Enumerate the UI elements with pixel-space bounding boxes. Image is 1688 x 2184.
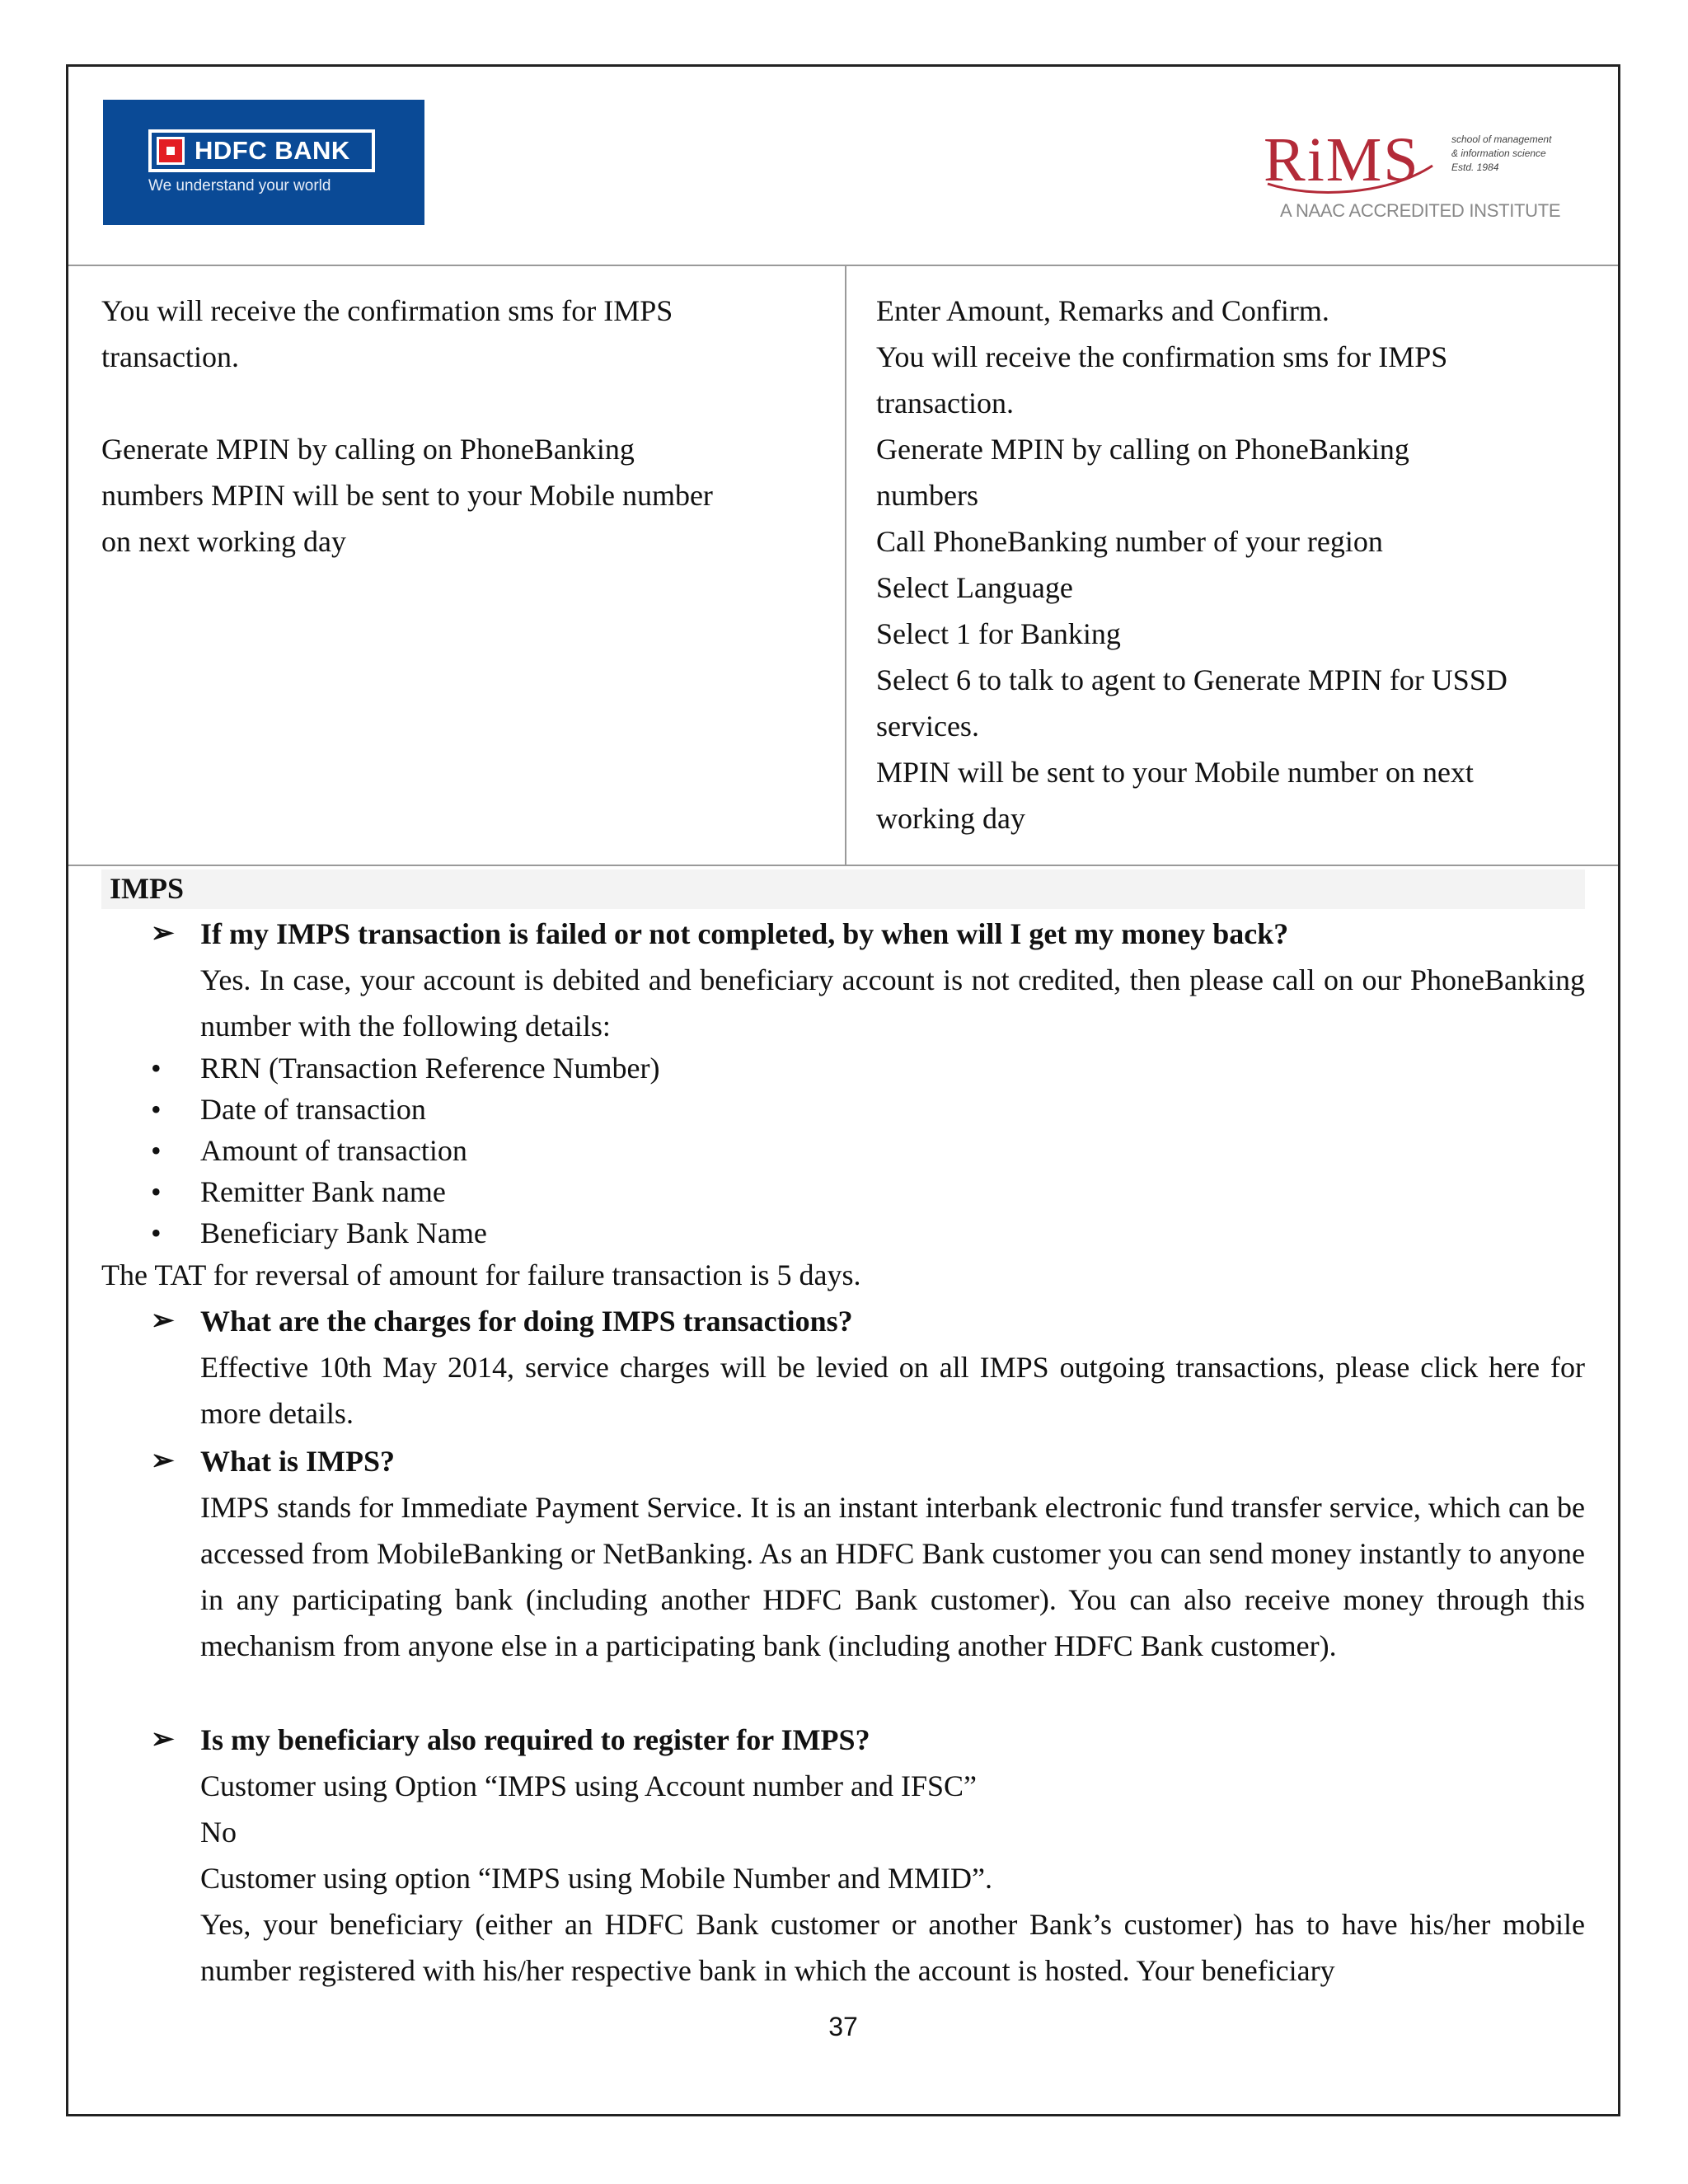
bullet-icon: • — [151, 1216, 162, 1249]
rims-logo-name: RiMS — [1264, 125, 1420, 194]
faq-question: Is my beneficiary also required to register for IMPS? — [200, 1723, 870, 1756]
table-cell-left — [68, 265, 846, 865]
table-cell-right — [846, 265, 1618, 865]
hdfc-logo-tagline: We understand your world — [148, 177, 331, 194]
list-item: RRN (Transaction Reference Number) — [200, 1052, 660, 1085]
tat-note: The TAT for reversal of amount for failure transaction is 5 days. — [101, 1258, 861, 1291]
faq-answer-line: Customer using Option “IMPS using Account number and IFSC” — [200, 1769, 977, 1802]
faq-answer: Yes. In case, your account is debited and beneficiary account is not credited, then please call on our PhoneBanking number with the following details: — [200, 963, 1585, 1043]
steps-table — [68, 265, 1618, 866]
arrow-bullet-icon: ➢ — [151, 918, 175, 949]
list-item: Amount of transaction — [200, 1134, 467, 1167]
hdfc-mark-icon — [157, 137, 185, 165]
rims-small-line: school of management — [1451, 134, 1552, 145]
faq-answer: Effective 10th May 2014, service charges will be levied on all IMPS outgoing transactions, please click here for more details. — [200, 1351, 1585, 1430]
rims-small-line: & information science — [1451, 148, 1546, 159]
header-row — [68, 67, 1618, 266]
list-item: Remitter Bank name — [200, 1175, 446, 1208]
rims-small-line: Estd. 1984 — [1451, 162, 1499, 173]
faq-answer-line: Customer using option “IMPS using Mobile Number and MMID”. — [200, 1862, 992, 1895]
page-number: 37 — [828, 2012, 858, 2041]
rims-accreditation: A NAAC ACCREDITED INSTITUTE — [1280, 200, 1561, 221]
bullet-icon: • — [151, 1052, 162, 1085]
arrow-bullet-icon: ➢ — [151, 1724, 175, 1755]
hdfc-logo-box — [148, 129, 375, 172]
list-item: Date of transaction — [200, 1093, 426, 1126]
hdfc-logo-name: HDFC BANK — [195, 136, 350, 165]
faq-answer: IMPS stands for Immediate Payment Service. It is an instant interbank electronic fund transfer service, which can be accessed from MobileBanking or NetBanking. As an HDFC Bank customer you can send money instantly to anyone in any participating bank (including another HDFC Bank customer). You can also receive money through this mechanism from anyone else in a participating bank (including another HDFC Bank customer). — [200, 1491, 1585, 1662]
left-cell-text: You will receive the confirmation sms for IMPS transaction. Generate MPIN by calling on PhoneBanking numbers MPIN will be sent to your Mobile number on next working day — [101, 294, 713, 558]
faq-answer-line: Yes, your beneficiary (either an HDFC Bank customer or another Bank’s customer) has to have his/her mobile number registered with his/her respective bank in which the account is hosted. Your beneficiary — [200, 1908, 1585, 1987]
arrow-bullet-icon: ➢ — [151, 1305, 175, 1336]
right-cell-text: Enter Amount, Remarks and Confirm. You will receive the confirmation sms for IMPS transaction. Generate MPIN by calling on PhoneBanking numbers Call PhoneBanking number of your region Select Language Select 1 for Banking Select 6 to talk to agent to Generate MPIN for USSD services. MPIN will be sent to your Mobile number on next working day — [876, 294, 1507, 835]
faq-question: What are the charges for doing IMPS transactions? — [200, 1305, 853, 1338]
list-item: Beneficiary Bank Name — [200, 1216, 487, 1249]
bullet-icon: • — [151, 1134, 162, 1167]
section-title: IMPS — [110, 872, 184, 905]
bullet-icon: • — [151, 1093, 162, 1126]
section-heading-bar — [101, 869, 1585, 909]
faq-question: If my IMPS transaction is failed or not completed, by when will I get my money back? — [200, 917, 1289, 950]
faq-question: What is IMPS? — [200, 1445, 396, 1478]
faq-answer-line: No — [200, 1816, 237, 1849]
page-frame — [66, 64, 1620, 2116]
bullet-icon: • — [151, 1175, 162, 1208]
rims-logo — [1264, 124, 1593, 248]
hdfc-bank-logo — [103, 100, 424, 225]
rims-logo-small-text — [1451, 133, 1551, 175]
arrow-bullet-icon: ➢ — [151, 1446, 175, 1476]
